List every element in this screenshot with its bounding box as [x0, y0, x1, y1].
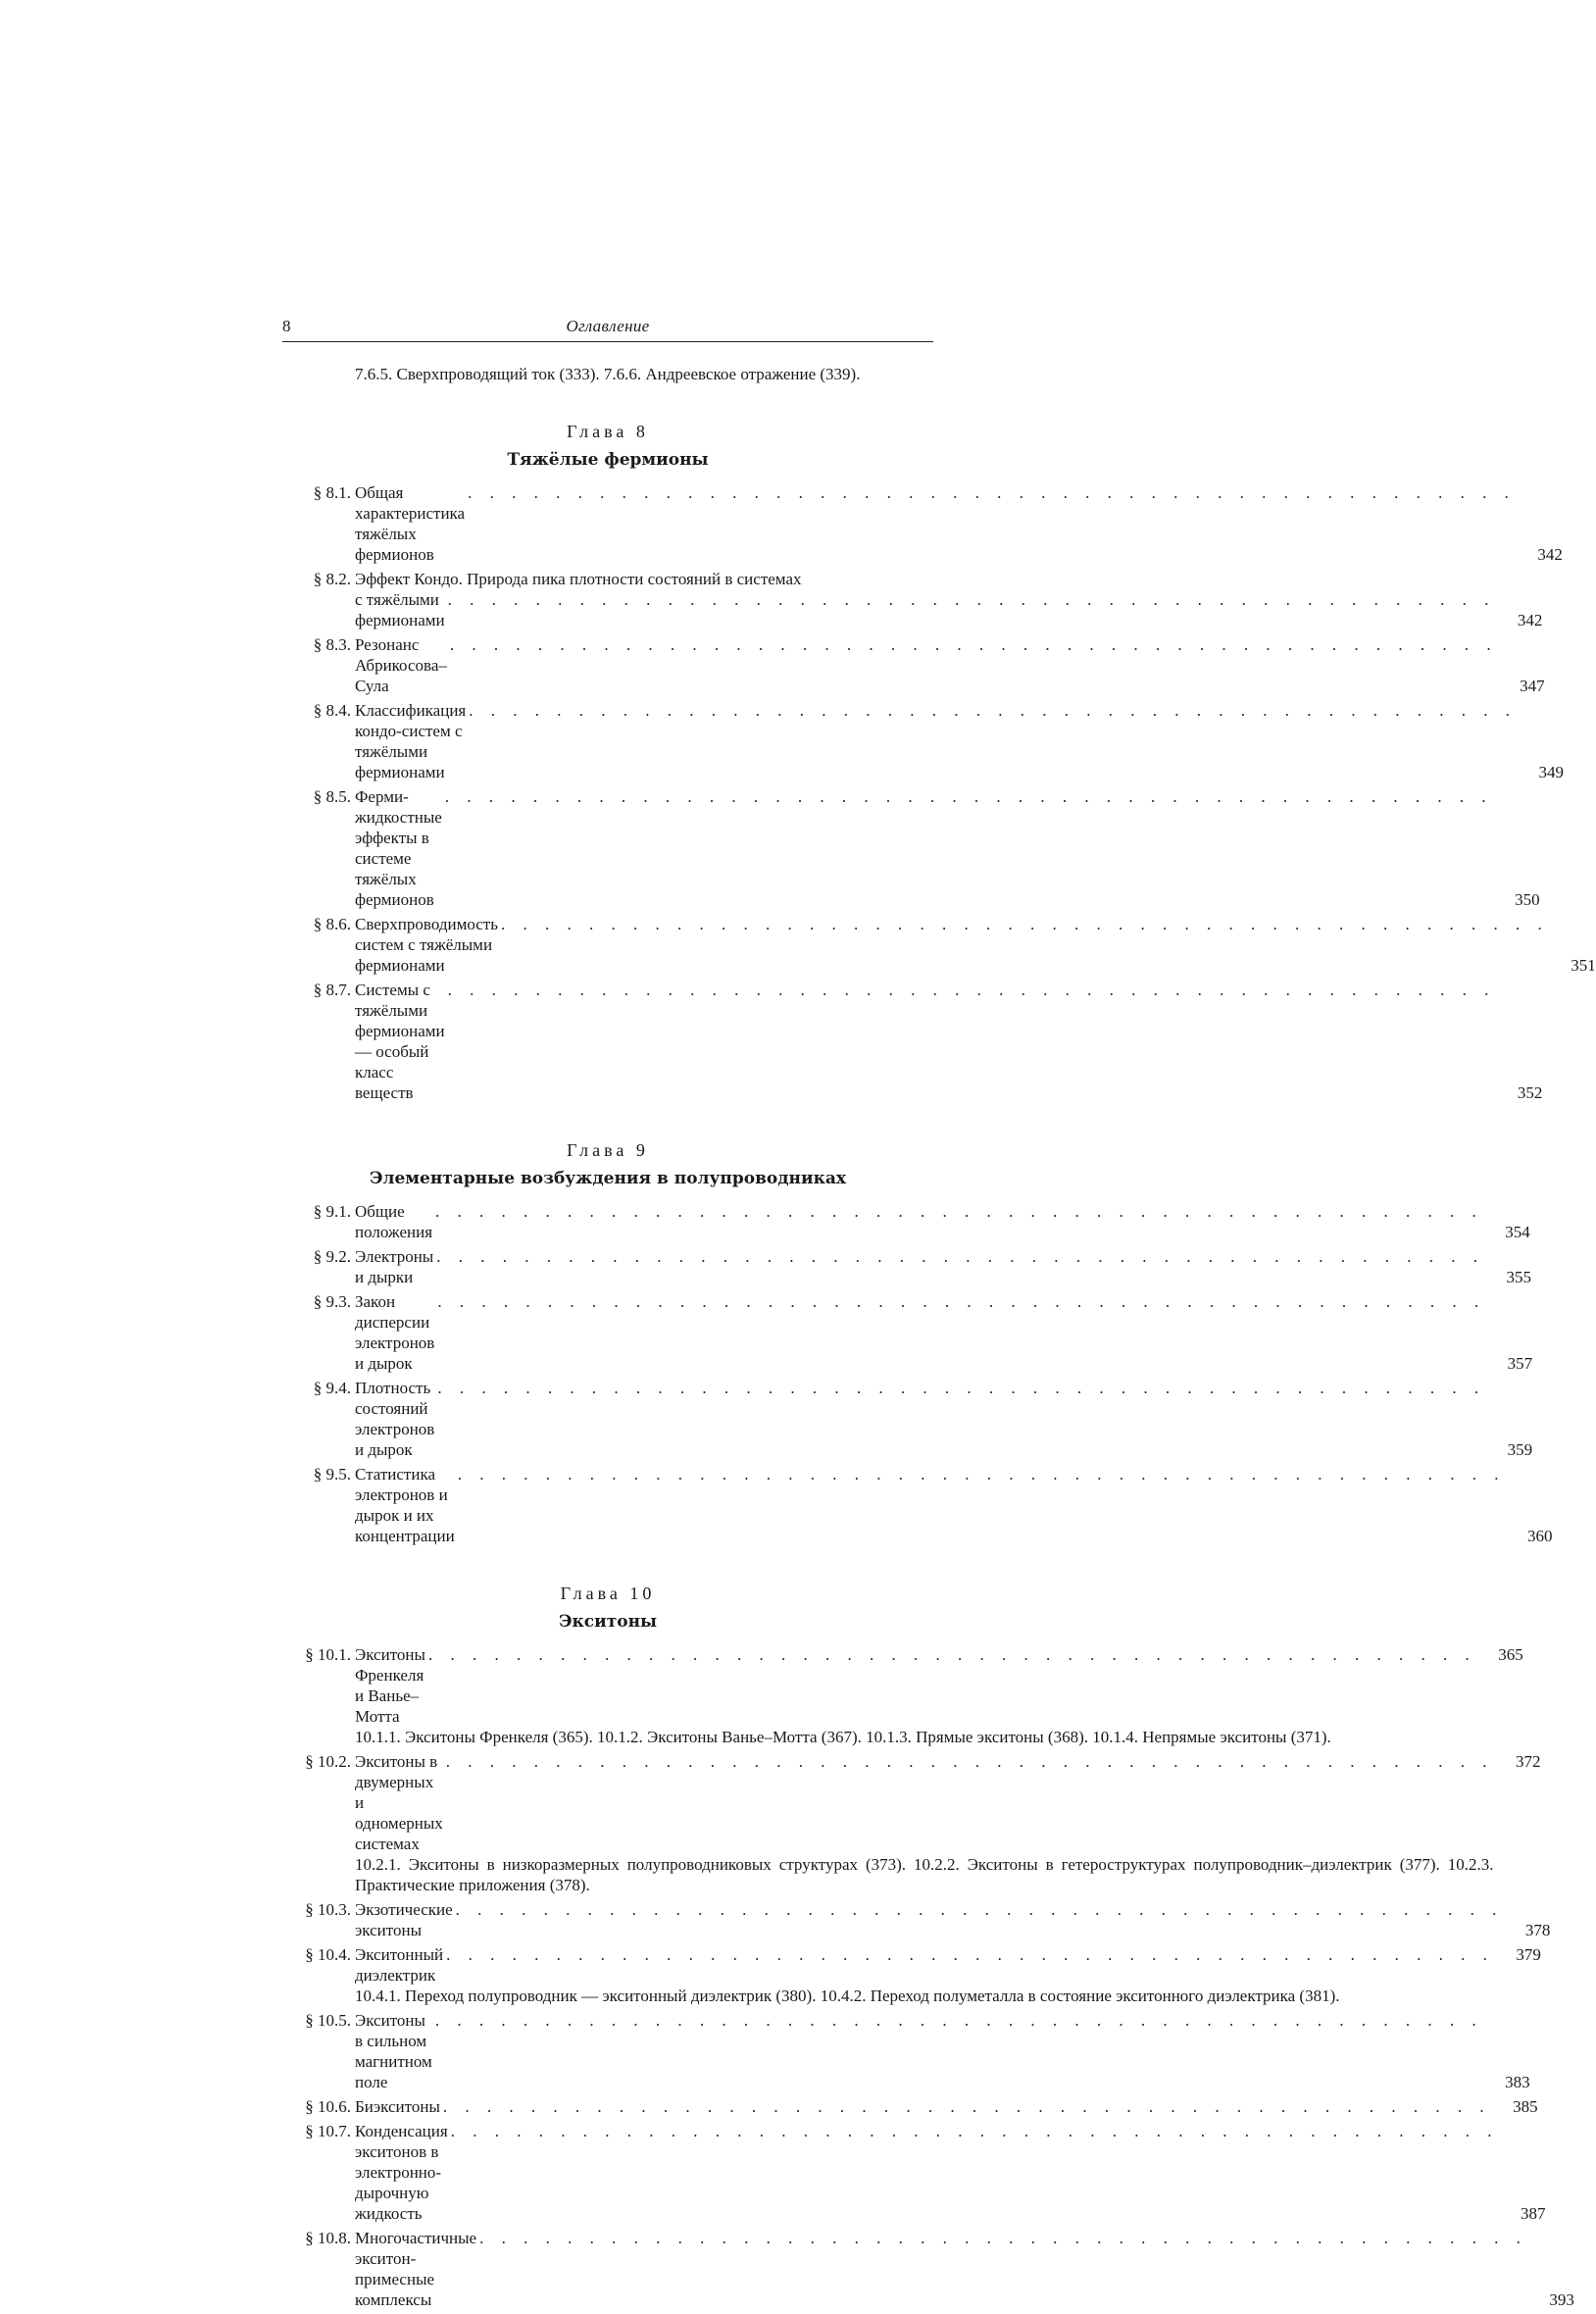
- dot-leader: . . . . . . . . . . . . . . . . . . . . . . . . . . . . . . . . . . . . . . . . . . . . . . . .: [501, 915, 1549, 933]
- section-number: § 9.3.: [313, 1292, 351, 1311]
- dot-leader: . . . . . . . . . . . . . . . . . . . . . . . . . . . . . . . . . . . . . . . . . . . . . . . .: [449, 635, 1498, 654]
- section-title: Экситоны в двумерных и одномерных системах: [355, 1751, 446, 1854]
- section-title: Закон дисперсии электронов и дырок: [355, 1291, 437, 1374]
- toc-entry[interactable]: [282, 1899, 1551, 1940]
- toc-entry[interactable]: [282, 634, 1545, 696]
- section-title: Классификация кондо-систем с тяжёлыми фермионами: [355, 700, 469, 782]
- section-title-line: Эффект Кондо. Природа пика плотности состояний в системах: [355, 570, 802, 588]
- page-ref: 383: [1505, 2073, 1530, 2091]
- section-title: Многочастичные экситон-примесные комплексы: [355, 2228, 479, 2310]
- section-title: Биэкситоны: [355, 2096, 443, 2117]
- section-number: § 10.5.: [305, 2011, 351, 2030]
- toc-entry[interactable]: [282, 1201, 1530, 1242]
- dot-leader: . . . . . . . . . . . . . . . . . . . . . . . . . . . . . . . . . . . . . . . . . . . . . . . .: [455, 1900, 1504, 1919]
- dot-leader: . . . . . . . . . . . . . . . . . . . . . . . . . . . . . . . . . . . . . . . . . . . . . . . .: [437, 1292, 1486, 1311]
- toc-entry[interactable]: [282, 1944, 1541, 2006]
- section-title: Ферми-жидкостные эффекты в системе тяжёлых фермионов: [355, 786, 445, 910]
- dot-leader: . . . . . . . . . . . . . . . . . . . . . . . . . . . . . . . . . . . . . . . . . . . . . . . .: [436, 1247, 1484, 1266]
- subsection-list: 10.4.1. Переход полупроводник — экситонный диэлектрик (380). 10.4.2. Переход полуметалла в состояние экситонного диэлектрика (381).: [355, 1987, 1340, 2005]
- page-ref: 359: [1507, 1440, 1533, 1459]
- dot-leader: . . . . . . . . . . . . . . . . . . . . . . . . . . . . . . . . . . . . . . . . . . . . . . . .: [479, 2229, 1527, 2247]
- page-ref: 387: [1520, 2204, 1546, 2223]
- toc-entry[interactable]: [282, 786, 1540, 910]
- toc-list: [282, 482, 1596, 1103]
- section-title: с тяжёлыми фермионами: [355, 589, 448, 630]
- section-title: Статистика электронов и дырок и их концентрации: [355, 1464, 458, 1546]
- toc-entry[interactable]: [282, 700, 1564, 782]
- dot-leader: . . . . . . . . . . . . . . . . . . . . . . . . . . . . . . . . . . . . . . . . . . . . . . . .: [444, 787, 1493, 806]
- page-ref: 360: [1526, 1527, 1553, 1545]
- section-number: § 8.4.: [313, 701, 351, 720]
- section-title: Экзотические экситоны: [355, 1899, 456, 1940]
- dot-leader: . . . . . . . . . . . . . . . . . . . . . . . . . . . . . . . . . . . . . . . . . . . . . . . .: [437, 1379, 1486, 1397]
- toc-entry[interactable]: [282, 2121, 1546, 2224]
- page-ref: 342: [1517, 611, 1543, 629]
- subsection-list: 10.1.1. Экситоны Френкеля (365). 10.1.2. Экситоны Ванье–Мотта (367). 10.1.3. Прямые экситоны (368). 10.1.4. Непрямые экситоны (371).: [355, 1728, 1331, 1746]
- toc-entry[interactable]: [282, 980, 1543, 1103]
- section-title: Электроны и дырки: [355, 1246, 436, 1287]
- section-number: § 9.2.: [313, 1247, 351, 1266]
- dot-leader: . . . . . . . . . . . . . . . . . . . . . . . . . . . . . . . . . . . . . . . . . . . . . . . .: [435, 1202, 1483, 1221]
- chapter-title: Тяжёлые фермионы: [507, 450, 709, 470]
- chapter-label: Глава 8: [567, 422, 649, 441]
- page-ref: 393: [1549, 2290, 1574, 2309]
- section-number: § 8.2.: [313, 570, 351, 588]
- section-number: § 9.5.: [313, 1465, 351, 1484]
- toc-entry[interactable]: [282, 2096, 1538, 2117]
- page-ref: 347: [1520, 677, 1545, 695]
- page-ref: 378: [1524, 1921, 1551, 1939]
- section-title: Экситоны в сильном магнитном поле: [355, 2010, 435, 2092]
- section-number: § 8.5.: [313, 787, 351, 806]
- section-number: § 8.1.: [313, 483, 351, 502]
- section-number: § 10.3.: [305, 1900, 351, 1919]
- toc-entry[interactable]: [282, 914, 1596, 976]
- section-title: Экситоны Френкеля и Ванье–Мотта: [355, 1644, 428, 1727]
- page-ref: 379: [1516, 1945, 1541, 1964]
- toc-entry[interactable]: [282, 2010, 1530, 2092]
- toc-entry[interactable]: [282, 1464, 1553, 1546]
- section-title: Общая характеристика тяжёлых фермионов: [355, 482, 468, 565]
- toc-entry[interactable]: [282, 482, 1563, 565]
- toc-list: [282, 1644, 1574, 2310]
- page-ref: 355: [1506, 1268, 1531, 1286]
- section-number: § 8.6.: [313, 915, 351, 933]
- section-title: Экситонный диэлектрик: [355, 1944, 446, 1986]
- section-number: § 8.7.: [313, 981, 351, 999]
- page-ref: 350: [1515, 890, 1540, 909]
- section-number: § 10.8.: [305, 2229, 351, 2247]
- toc-entry[interactable]: [282, 569, 1543, 630]
- section-title: Общие положения: [355, 1201, 435, 1242]
- section-number: § 10.7.: [305, 2122, 351, 2140]
- toc-entry[interactable]: [282, 1751, 1541, 1895]
- dot-leader: . . . . . . . . . . . . . . . . . . . . . . . . . . . . . . . . . . . . . . . . . . . . . . . .: [434, 2011, 1483, 2030]
- chapter-title: Элементарные возбуждения в полупроводниках: [369, 1169, 847, 1188]
- chapter-label: Глава 10: [560, 1584, 656, 1603]
- toc-entry[interactable]: [282, 1291, 1533, 1374]
- section-number: § 10.1.: [305, 1645, 351, 1664]
- page-ref: 342: [1537, 545, 1563, 564]
- toc-entry[interactable]: [282, 1378, 1533, 1460]
- section-title: Конденсация экситонов в электронно-дырочную жидкость: [355, 2121, 451, 2224]
- dot-leader: . . . . . . . . . . . . . . . . . . . . . . . . . . . . . . . . . . . . . . . . . . . . . . . .: [468, 483, 1516, 502]
- running-head: [282, 316, 933, 341]
- dot-leader: . . . . . . . . . . . . . . . . . . . . . . . . . . . . . . . . . . . . . . . . . . . . . . . .: [442, 2097, 1491, 2116]
- continuation-text: 7.6.5. Сверхпроводящий ток (333). 7.6.6. Андреевское отражение (339).: [355, 365, 861, 383]
- dot-leader: . . . . . . . . . . . . . . . . . . . . . . . . . . . . . . . . . . . . . . . . . . . . . . . .: [427, 1645, 1476, 1664]
- toc-entry[interactable]: [282, 1644, 1523, 1747]
- page-ref: 365: [1498, 1645, 1523, 1664]
- section-number: § 9.1.: [313, 1202, 351, 1221]
- page-ref: 385: [1513, 2097, 1538, 2116]
- section-number: § 9.4.: [313, 1379, 351, 1397]
- page-number: 8: [282, 317, 291, 335]
- toc-list: [282, 1201, 1553, 1546]
- page-ref: 352: [1517, 1083, 1543, 1102]
- section-title: Сверхпроводимость систем с тяжёлыми фермионами: [355, 914, 501, 976]
- page-ref: 357: [1507, 1354, 1533, 1373]
- page-ref: 351: [1571, 956, 1596, 975]
- dot-leader: . . . . . . . . . . . . . . . . . . . . . . . . . . . . . . . . . . . . . . . . . . . . . . . .: [446, 1945, 1494, 1964]
- toc-entry[interactable]: [282, 2228, 1574, 2310]
- chapter-title: Экситоны: [558, 1612, 658, 1632]
- subsection-list: 10.2.1. Экситоны в низкоразмерных полупроводниковых структурах (373). 10.2.2. Экситоны в гетероструктурах полупроводник–диэлектрик (377). 10.2.3. Практические приложения (378).: [355, 1855, 1494, 1894]
- section-title: Резонанс Абрикосова–Сула: [355, 634, 450, 696]
- running-title: Оглавление: [566, 317, 650, 335]
- section-title: Системы с тяжёлыми фермионами — особый класс веществ: [355, 980, 448, 1103]
- dot-leader: . . . . . . . . . . . . . . . . . . . . . . . . . . . . . . . . . . . . . . . . . . . . . . . .: [447, 590, 1496, 609]
- section-number: § 8.3.: [313, 635, 351, 654]
- dot-leader: . . . . . . . . . . . . . . . . . . . . . . . . . . . . . . . . . . . . . . . . . . . . . . . .: [457, 1465, 1506, 1484]
- page-ref: 349: [1538, 763, 1564, 781]
- dot-leader: . . . . . . . . . . . . . . . . . . . . . . . . . . . . . . . . . . . . . . . . . . . . . . . .: [445, 1752, 1494, 1771]
- section-number: § 10.6.: [305, 2097, 351, 2116]
- section-number: § 10.4.: [305, 1945, 351, 1964]
- header-rule: [282, 341, 933, 342]
- page-ref: 372: [1516, 1752, 1541, 1771]
- dot-leader: . . . . . . . . . . . . . . . . . . . . . . . . . . . . . . . . . . . . . . . . . . . . . . . .: [447, 981, 1496, 999]
- chapter-label: Глава 9: [567, 1140, 649, 1160]
- dot-leader: . . . . . . . . . . . . . . . . . . . . . . . . . . . . . . . . . . . . . . . . . . . . . . . .: [469, 701, 1517, 720]
- toc-page: [282, 316, 1596, 2314]
- section-number: § 10.2.: [305, 1752, 351, 1771]
- dot-leader: . . . . . . . . . . . . . . . . . . . . . . . . . . . . . . . . . . . . . . . . . . . . . . . .: [450, 2122, 1499, 2140]
- section-title: Плотность состояний электронов и дырок: [355, 1378, 437, 1460]
- toc-entry[interactable]: [282, 1246, 1531, 1287]
- page-ref: 354: [1505, 1223, 1530, 1241]
